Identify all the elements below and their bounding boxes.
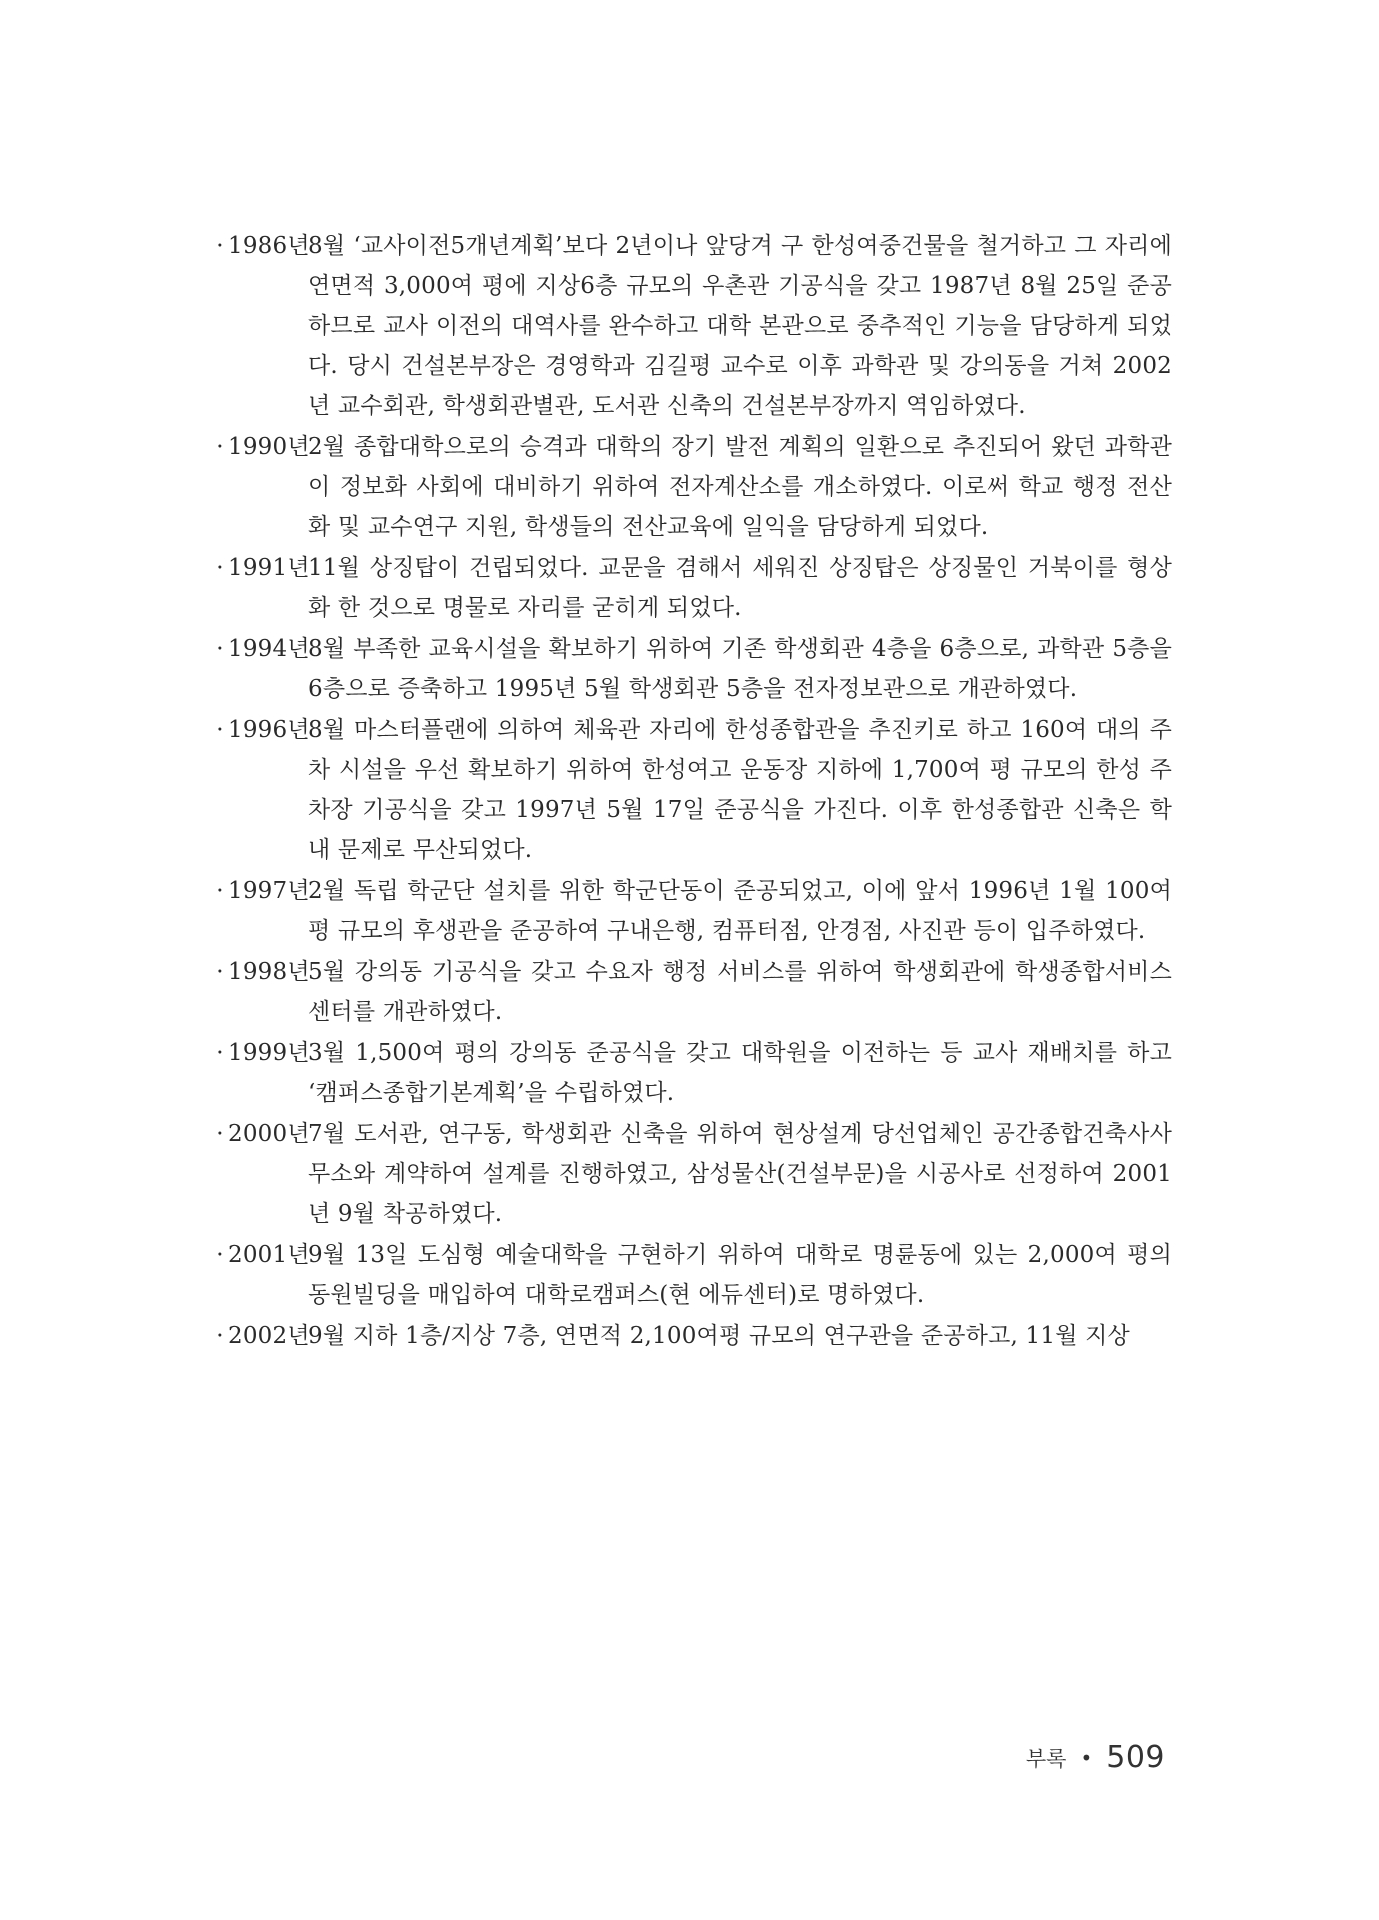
history-entry (212, 952, 1172, 1032)
footer-section-label: 부록 (1025, 1746, 1067, 1771)
entry-text: 2월 종합대학으로의 승격과 대학의 장기 발전 계획의 일환으로 추진되어 왔던 과학관이 정보화 사회에 대비하기 위하여 전자계산소를 개소하였다. 이로써 학교 행정 전산화 및 교수연구 지원, 학생들의 전산교육에 일익을 담당하게 되었다. (308, 434, 1172, 540)
history-entry (212, 1114, 1172, 1234)
entry-year: 1996년 (228, 717, 310, 743)
entry-year: 1997년 (228, 878, 310, 904)
bullet-marker: · (216, 959, 224, 985)
entry-text: 7월 도서관, 연구동, 학생회관 신축을 위하여 현상설계 당선업체인 공간종합건축사사무소와 계약하여 설계를 진행하였고, 삼성물산(건설부문)을 시공사로 선정하여 2001년 9월 착공하였다. (308, 1121, 1172, 1227)
bullet-marker: · (216, 717, 224, 743)
entry-year: 1998년 (228, 959, 310, 985)
history-entry (212, 1316, 1172, 1356)
entry-text: 2월 독립 학군단 설치를 위한 학군단동이 준공되었고, 이에 앞서 1996년 1월 100여 평 규모의 후생관을 준공하여 구내은행, 컴퓨터점, 안경점, 사진관 등이 입주하였다. (308, 878, 1172, 944)
page-footer (1026, 1740, 1165, 1775)
history-entry (212, 226, 1172, 426)
entry-year: 2001년 (228, 1242, 310, 1268)
entry-text: 11월 상징탑이 건립되었다. 교문을 겸해서 세워진 상징탑은 상징물인 거북이를 형상화 한 것으로 명물로 자리를 굳히게 되었다. (308, 555, 1172, 621)
bullet-marker: · (216, 636, 224, 662)
bullet-marker: · (216, 555, 224, 581)
history-entry (212, 1235, 1172, 1315)
entry-text: 3월 1,500여 평의 강의동 준공식을 갖고 대학원을 이전하는 등 교사 재배치를 하고 ‘캠퍼스종합기본계획’을 수립하였다. (308, 1040, 1172, 1106)
history-entry (212, 548, 1172, 628)
history-entry (212, 871, 1172, 951)
history-entry (212, 629, 1172, 709)
bullet-marker: · (216, 233, 224, 259)
entry-year: 1994년 (228, 636, 310, 662)
bullet-marker: · (216, 878, 224, 904)
entry-text: 9월 지하 1층/지상 7층, 연면적 2,100여평 규모의 연구관을 준공하고, 11월 지상 (308, 1323, 1130, 1349)
entry-year: 2002년 (228, 1323, 310, 1349)
footer-separator: • (1080, 1745, 1093, 1770)
history-entry (212, 427, 1172, 547)
entry-text: 8월 ‘교사이전5개년계획’보다 2년이나 앞당겨 구 한성여중건물을 철거하고 그 자리에 연면적 3,000여 평에 지상6층 규모의 우촌관 기공식을 갖고 1987년 8월 25일 준공하므로 교사 이전의 대역사를 완수하고 대학 본관으로 중추적인 기능을 담당하게 되었다. 당시 건설본부장은 경영학과 김길평 교수로 이후 과학관 및 강의동을 거쳐 2002년 교수회관, 학생회관별관, 도서관 신축의 건설본부장까지 역임하였다. (308, 233, 1172, 419)
bullet-marker: · (216, 1040, 224, 1066)
bullet-marker: · (216, 1242, 224, 1268)
entry-year: 2000년 (228, 1121, 310, 1147)
entry-year: 1991년 (228, 555, 310, 581)
page-number: 509 (1106, 1740, 1165, 1775)
bullet-marker: · (216, 1121, 224, 1147)
entry-text: 8월 부족한 교육시설을 확보하기 위하여 기존 학생회관 4층을 6층으로, 과학관 5층을 6층으로 증축하고 1995년 5월 학생회관 5층을 전자정보관으로 개관하였다. (308, 636, 1172, 702)
entry-text: 5월 강의동 기공식을 갖고 수요자 행정 서비스를 위하여 학생회관에 학생종합서비스센터를 개관하였다. (308, 959, 1172, 1025)
entry-year: 1999년 (228, 1040, 310, 1066)
entry-text: 9월 13일 도심형 예술대학을 구현하기 위하여 대학로 명륜동에 있는 2,000여 평의 동원빌딩을 매입하여 대학로캠퍼스(현 에듀센터)로 명하였다. (308, 1242, 1172, 1308)
history-entry-list (212, 226, 1172, 1357)
history-entry (212, 1033, 1172, 1113)
bullet-marker: · (216, 434, 224, 460)
bullet-marker: · (216, 1323, 224, 1349)
history-entry (212, 710, 1172, 870)
entry-year: 1986년 (228, 233, 310, 259)
entry-text: 8월 마스터플랜에 의하여 체육관 자리에 한성종합관을 추진키로 하고 160여 대의 주차 시설을 우선 확보하기 위하여 한성여고 운동장 지하에 1,700여 평 규모의 한성 주차장 기공식을 갖고 1997년 5월 17일 준공식을 가진다. 이후 한성종합관 신축은 학내 문제로 무산되었다. (308, 717, 1172, 863)
entry-year: 1990년 (228, 434, 310, 460)
